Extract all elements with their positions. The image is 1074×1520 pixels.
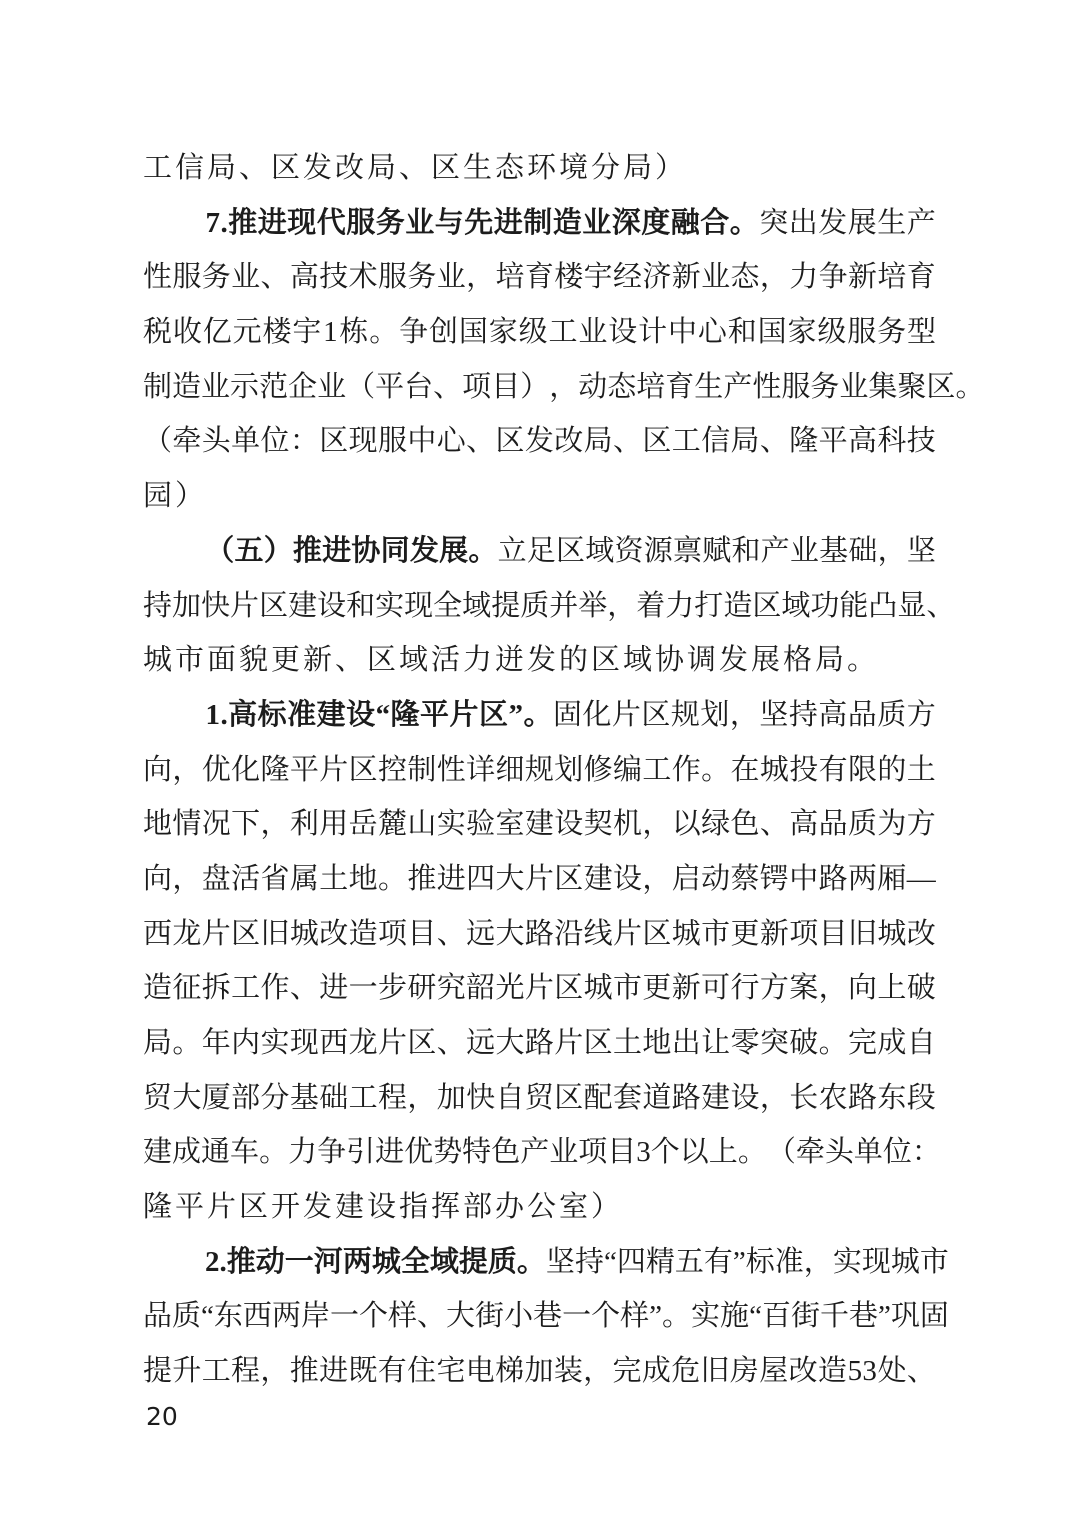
text-line: 持 加 快 片 区 建 设 和 实 现 全 域 提 质 并 举 ， 着 力 打 造 区 域 功 能 凸 显 、 (143, 589, 956, 622)
text-line: 向 ， 盘 活 省 属 土 地 。 推 进 四 大 片 区 建 设 ， 启 动 蔡 锷 中 路 两 厢 — (143, 862, 936, 895)
text-line: 贸 大 厦 部 分 基 础 工 程 ， 加 快 自 贸 区 配 套 道 路 建 设 ， 长 农 路 东 段 (143, 1081, 936, 1114)
text-line: （ 五 ） 推 进 协 同 发 展 。 立 足 区 域 资 源 禀 赋 和 产 业 基 础 ， 坚 (205, 534, 936, 567)
text-line: 向 ， 优 化 隆 平 片 区 控 制 性 详 细 规 划 修 编 工 作 。 在 城 投 有 限 的 土 (143, 753, 936, 786)
text-line: 西 龙 片 区 旧 城 改 造 项 目 、 远 大 路 沿 线 片 区 城 市 更 新 项 目 旧 城 改 (143, 917, 936, 950)
text-line: （ 牵 头 单 位 ： 区 现 服 中 心 、 区 发 改 局 、 区 工 信 局 、 隆 平 高 科 技 (143, 425, 936, 458)
body-text: 隆平片区开发建设指挥部办公室） (143, 1191, 624, 1224)
text-line (143, 141, 936, 196)
document-body (143, 141, 985, 1399)
text-line: 品 质 “ 东 西 两 岸 一 个 样 、 大 街 小 巷 一 个 样 ” 。 实 施 “ 百 街 千 巷 ” 巩 固 (143, 1300, 949, 1333)
body-text: 工信局、区发改局、区生态环境分局） (143, 152, 688, 184)
text-line: 性 服 务 业 、 高 技 术 服 务 业 ， 培 育 楼 宇 经 济 新 业 态 ， 力 争 新 培 育 (143, 261, 936, 294)
text-line: 7 . 推 进 现 代 服 务 业 与 先 进 制 造 业 深 度 融 合 。 突 出 发 展 生 产 (205, 206, 936, 239)
text-line: 建 成 通 车 。 力 争 引 进 优 势 特 色 产 业 项 目 3 个 以 上 。 （ 牵 头 单 位 ： (143, 1136, 941, 1169)
text-line: 1 . 高 标 准 建 设 “ 隆 平 片 区 ” 。 固 化 片 区 规 划 ， 坚 持 高 品 质 方 (205, 698, 936, 731)
text-line: 局 。 年 内 实 现 西 龙 片 区 、 远 大 路 片 区 土 地 出 让 零 突 破 。 完 成 自 (143, 1027, 936, 1059)
text-line: 税 收 亿 元 楼 宇 1 栋 。 争 创 国 家 级 工 业 设 计 中 心 和 国 家 级 服 务 型 (143, 316, 936, 349)
text-line: 制 造 业 示 范 企 业 （ 平 台 、 项 目 ） ， 动 态 培 育 生 产 性 服 务 业 集 聚 区 。 (143, 370, 985, 403)
text-line (143, 633, 936, 688)
text-line (143, 1180, 936, 1235)
text-line: 地 情 况 下 ， 利 用 岳 麓 山 实 验 室 建 设 契 机 ， 以 绿 色 、 高 品 质 为 方 (143, 808, 936, 841)
page-number: 20 (146, 1402, 178, 1431)
text-line (143, 469, 936, 524)
text-line: 造 征 拆 工 作 、 进 一 步 研 究 韶 光 片 区 城 市 更 新 可 行 方 案 ， 向 上 破 (143, 972, 936, 1005)
text-line: 2 . 推 动 一 河 两 城 全 域 提 质 。 坚 持 “ 四 精 五 有 ” 标 准 ， 实 现 城 市 (205, 1245, 949, 1278)
body-text: 园） (143, 480, 208, 513)
body-text: 城市面貌更新、区域活力迸发的区域协调发展格局。 (143, 644, 880, 677)
text-line: 提 升 工 程 ， 推 进 既 有 住 宅 电 梯 加 装 ， 完 成 危 旧 房 屋 改 造 5 3 处 、 (143, 1355, 936, 1388)
